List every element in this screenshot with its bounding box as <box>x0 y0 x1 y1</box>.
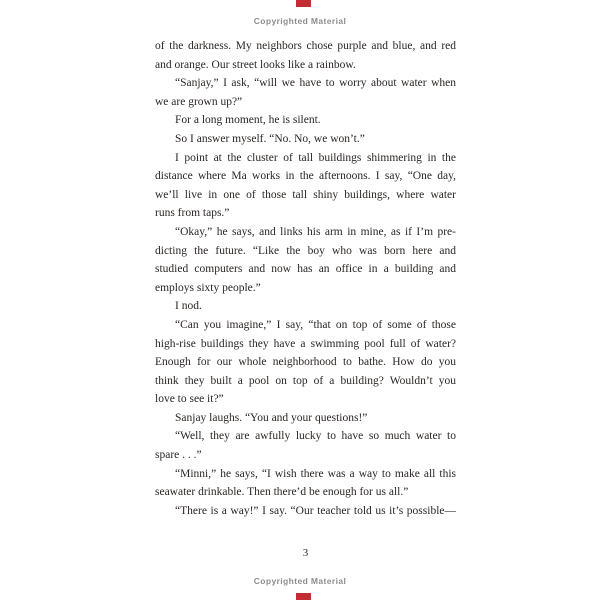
text-line: Sanjay laughs. “You and your questions!” <box>175 411 368 424</box>
text-line: spare . . .” <box>155 449 202 462</box>
text-line: employs sixty people.” <box>155 281 261 294</box>
text-line: I point at the cluster of tall buildings shimmering in the <box>175 151 456 164</box>
text-line: “Well, they are awfully lucky to have so much water to <box>175 430 456 443</box>
copyright-notice-top: Copyrighted Material <box>253 16 347 26</box>
text-block <box>155 37 456 520</box>
text-line: “Okay,” he says, and links his arm in mine, as if I’m pre- <box>175 225 456 238</box>
text-line: high-rise buildings they have a swimming pool full of water? <box>155 337 456 350</box>
bottom-edge-red-marker <box>296 593 311 600</box>
text-line: Enough for our whole neighborhood to bathe. How do you <box>155 356 456 369</box>
text-line: seawater drinkable. Then there’d be enough for us all.” <box>155 486 409 499</box>
text-line: I nod. <box>175 300 202 313</box>
text-line: “Can you imagine,” I say, “that on top of some of those <box>175 318 456 331</box>
text-line: “Minni,” he says, “I wish there was a way to make all this <box>175 467 456 480</box>
page-number: 3 <box>302 547 309 559</box>
copyright-notice-bottom: Copyrighted Material <box>253 576 347 586</box>
text-line: of the darkness. My neighbors chose purple and blue, and red <box>155 40 456 52</box>
text-line: and orange. Our street looks like a rainbow. <box>155 58 356 71</box>
text-line: we’ll live in one of those tall shiny buildings, where water <box>155 188 456 201</box>
top-edge-red-marker <box>296 0 311 7</box>
text-line: “There is a way!” I say. “Our teacher told us it’s possible— <box>175 504 456 517</box>
text-line: we are grown up?” <box>155 95 243 108</box>
text-line: distance where Ma works in the afternoons. I say, “One day, <box>155 170 456 183</box>
text-line: studied computers and now has an office in a building and <box>155 263 456 276</box>
text-line: For a long moment, he is silent. <box>175 114 321 127</box>
text-line: dicting the future. “Like the boy who was born here and <box>155 244 456 257</box>
text-line: runs from taps.” <box>155 207 230 220</box>
text-line: So I answer myself. “No. No, we won’t.” <box>175 132 365 145</box>
text-line: love to see it?” <box>155 393 224 406</box>
text-line: “Sanjay,” I ask, “will we have to worry about water when <box>175 77 456 90</box>
text-line: think they built a pool on top of a building? Wouldn’t you <box>155 374 456 387</box>
